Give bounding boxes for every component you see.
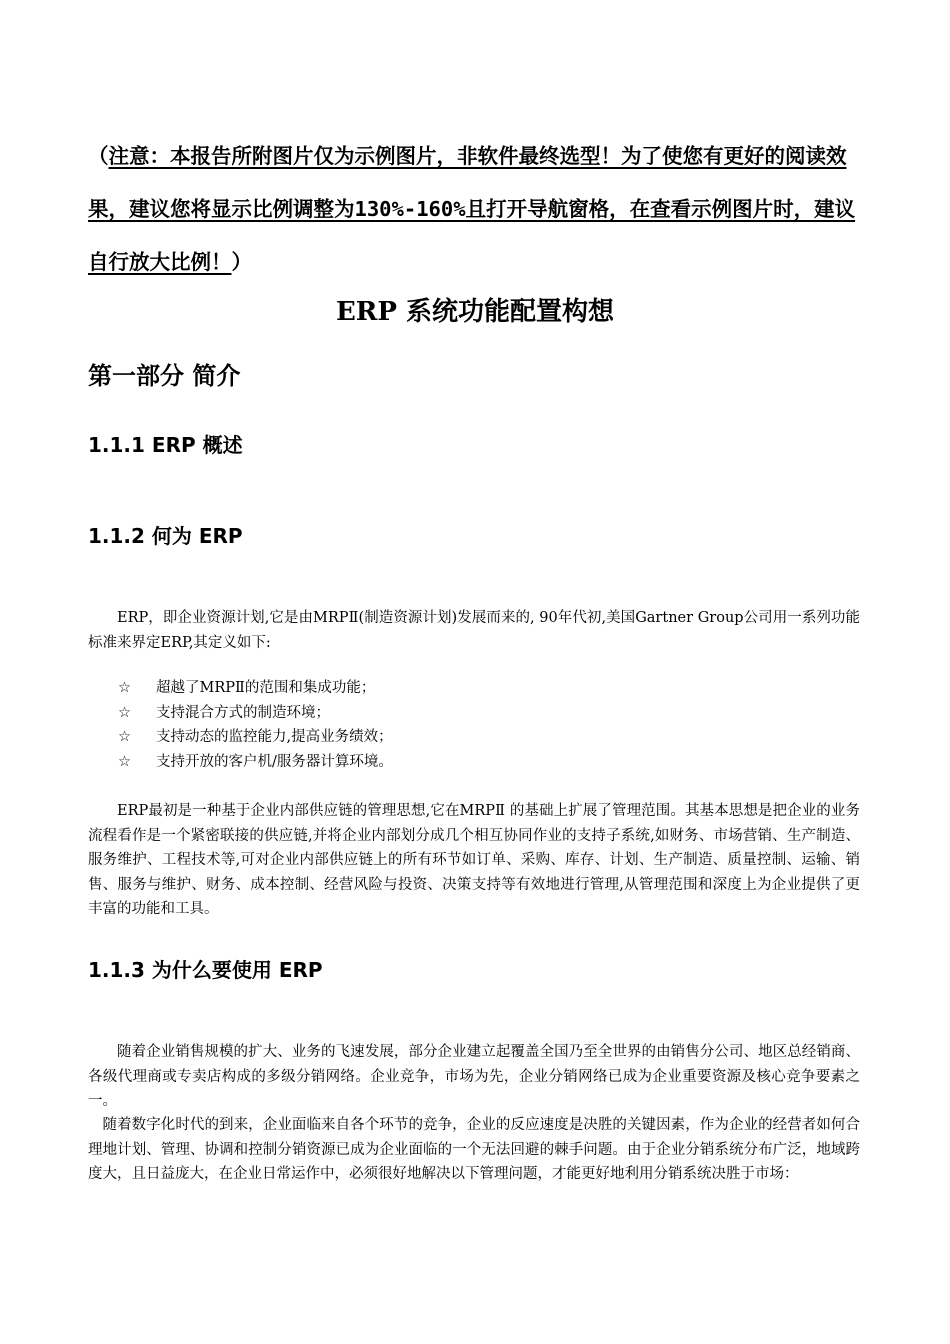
- list-item-text: 超越了MRPⅡ的范围和集成功能；: [156, 680, 376, 696]
- notice-text: 注意：本报告所附图片仅为示例图片，非软件最终选型！为了使您有更好的阅读效果，建议您将显示比例调整为130%-160%且打开导航窗格，在查看示例图片时，建议自行放大比例！: [88, 144, 856, 274]
- paragraph-why-erp-2: 随着数字化时代的到来，企业面临来自各个环节的竞争，企业的反应速度是决胜的关键因素，作为企业的经营者如何合理地计划、管理、协调和控制分销资源已成为企业面临的一个无法回避的棘手问题。由于企业分销系统分布广泛，地域跨度大，且日益庞大，在企业日常运作中，必须很好地解决以下管理问题，才能更好地利用分销系统决胜于市场：: [88, 1117, 860, 1182]
- list-item: [118, 725, 393, 750]
- paragraph-erp-definition: ERP，即企业资源计划,它是由MRPⅡ(制造资源计划)发展而来的, 90年代初,美国Gartner Group公司用一系列功能标准来界定ERP,其定义如下:: [88, 610, 860, 651]
- star-bullet-icon: ☆: [118, 680, 131, 696]
- paragraph-why-erp-1: 随着企业销售规模的扩大、业务的飞速发展，部分企业建立起覆盖全国乃至全世界的由销售分公司、地区总经销商、各级代理商或专卖店构成的多级分销网络。企业竞争，市场为先，企业分销网络已成为企业重要资源及核心竞争要素之一。: [88, 1044, 860, 1109]
- part-heading: 第一部分 简介: [88, 362, 241, 390]
- star-bullet-icon: ☆: [118, 729, 131, 745]
- paragraph-erp-thought: ERP最初是一种基于企业内部供应链的管理思想,它在MRPⅡ 的基础上扩展了管理范围。其基本思想是把企业的业务流程看作是一个紧密联接的供应链,并将企业内部划分成几个相互协同作业的支持子系统,如财务、市场营销、生产制造、服务维护、工程技术等,可对企业内部供应链上的所有环节如订单、采购、库存、计划、生产制造、质量控制、运输、销售、服务与维护、财务、成本控制、经营风险与投资、决策支持等有效地进行管理,从管理范围和深度上为企业提供了更丰富的功能和工具。: [88, 803, 860, 917]
- section-heading-overview: 1.1.1 ERP 概述: [88, 433, 243, 457]
- list-item: [118, 750, 393, 775]
- document-title: ERP 系统功能配置构想: [335, 297, 615, 327]
- notice-block: [88, 130, 868, 289]
- list-item-text: 支持动态的监控能力,提高业务绩效；: [156, 729, 393, 745]
- star-bullet-icon: ☆: [118, 753, 131, 770]
- notice-open-paren: （: [88, 144, 109, 168]
- list-item: [118, 676, 393, 701]
- list-item-text: 支持开放的客户机/服务器计算环境。: [156, 753, 393, 770]
- list-item: [118, 701, 393, 726]
- star-bullet-icon: ☆: [118, 704, 131, 721]
- notice-close-paren: ）: [231, 250, 252, 274]
- list-item-text: 支持混合方式的制造环境；: [156, 704, 330, 721]
- section-heading-why-erp: 1.1.3 为什么要使用 ERP: [88, 958, 323, 982]
- definition-list: [118, 676, 393, 774]
- section-heading-what-is-erp: 1.1.2 何为 ERP: [88, 524, 243, 548]
